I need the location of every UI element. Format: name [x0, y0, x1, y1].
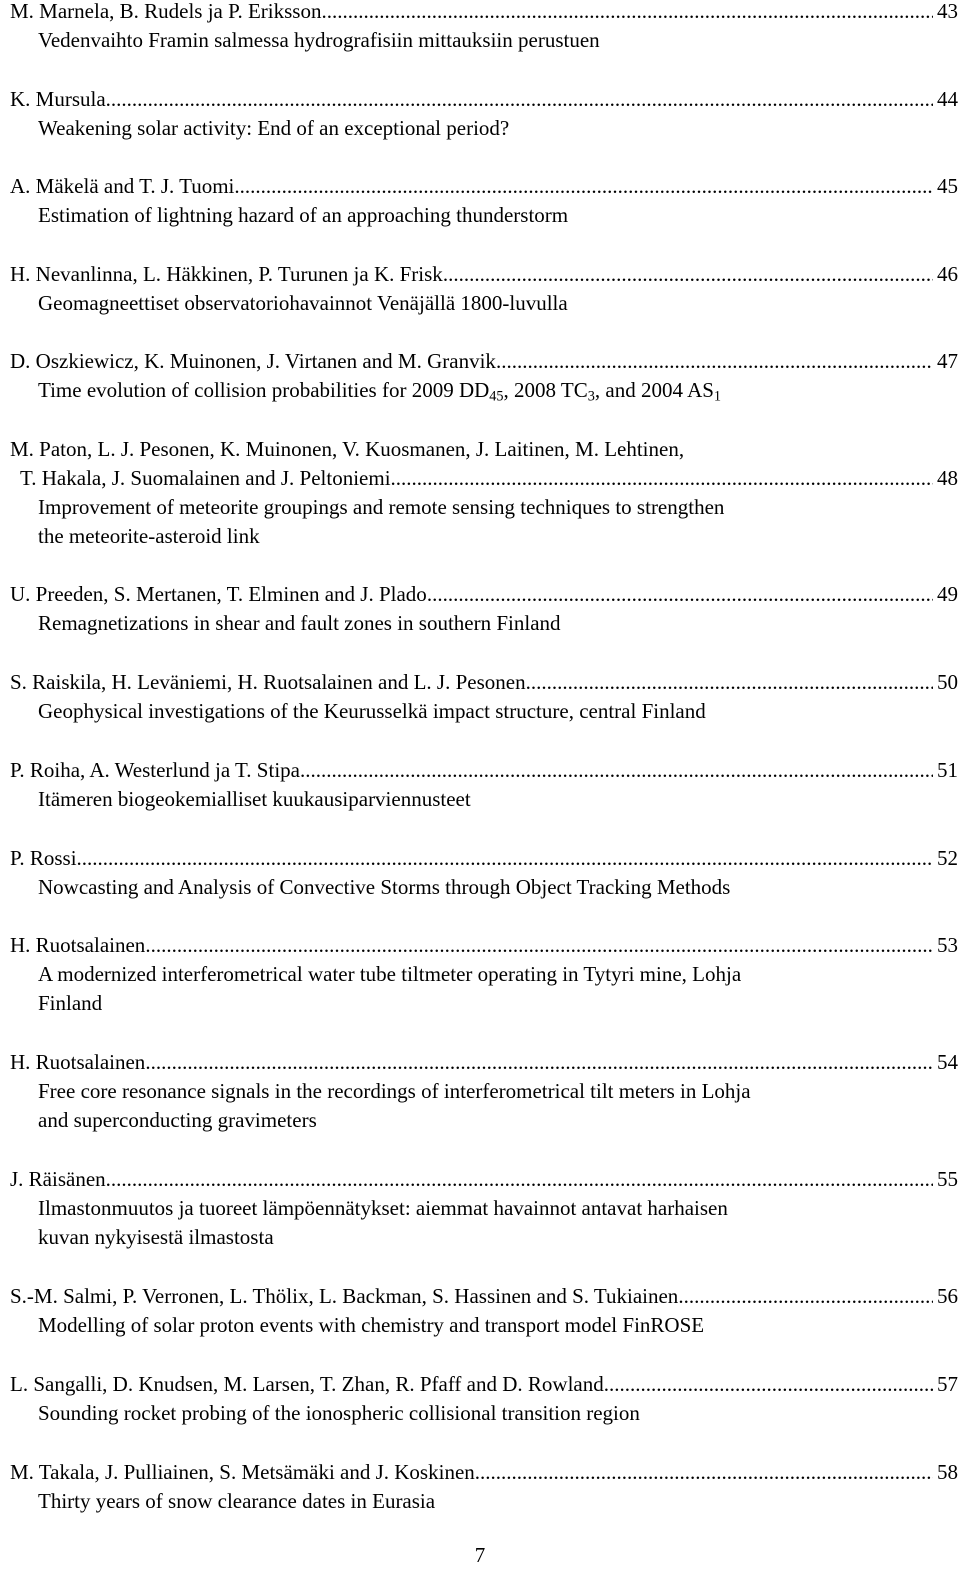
- dot-leader: [391, 464, 933, 493]
- entry-page: 53: [937, 933, 958, 957]
- entry-page: 44: [937, 87, 958, 111]
- toc-entry: [10, 435, 958, 551]
- entry-title-line2: and superconducting gravimeters: [38, 1108, 317, 1132]
- entry-title: Thirty years of snow clearance dates in Eurasia: [38, 1489, 436, 1513]
- toc-entry: [10, 1458, 958, 1516]
- entry-title-line1: A modernized interferometrical water tube tiltmeter operating in Tytyri mine, Lohja: [38, 962, 742, 986]
- dot-leader: [145, 1048, 933, 1077]
- entry-title: Nowcasting and Analysis of Convective Storms through Object Tracking Methods: [38, 875, 731, 899]
- entry-authors: K. Mursula: [10, 87, 106, 111]
- dot-leader: [145, 931, 933, 960]
- dot-leader: [526, 668, 933, 697]
- entry-authors: S.-M. Salmi, P. Verronen, L. Thölix, L. Backman, S. Hassinen and S. Tukiainen: [10, 1284, 679, 1308]
- toc-entry: [10, 347, 958, 405]
- toc-entry: [10, 668, 958, 726]
- entry-title: Geomagneettiset observatoriohavainnot Venäjällä 1800-luvulla: [38, 291, 568, 315]
- toc-entry: [10, 1165, 958, 1252]
- entry-authors: U. Preeden, S. Mertanen, T. Elminen and J. Plado: [10, 582, 427, 606]
- toc-entry: [10, 580, 958, 638]
- entry-authors: H. Nevanlinna, L. Häkkinen, P. Turunen ja K. Frisk: [10, 262, 443, 286]
- entry-page: 50: [937, 670, 958, 694]
- toc-entry: [10, 260, 958, 318]
- entry-title: Itämeren biogeokemialliset kuukausiparviennusteet: [38, 787, 471, 811]
- entry-page: 46: [937, 262, 958, 286]
- entry-title: Geophysical investigations of the Keurusselkä impact structure, central Finland: [38, 699, 706, 723]
- entry-page: 52: [937, 846, 958, 870]
- entry-authors: A. Mäkelä and T. J. Tuomi: [10, 174, 235, 198]
- toc-entry: [10, 85, 958, 143]
- entry-page: 49: [937, 582, 958, 606]
- entry-title: Remagnetizations in shear and fault zones in southern Finland: [38, 611, 561, 635]
- entry-page: 55: [937, 1167, 958, 1191]
- entry-page: 56: [937, 1284, 958, 1308]
- entry-authors: M. Takala, J. Pulliainen, S. Metsämäki and J. Koskinen: [10, 1460, 475, 1484]
- entry-authors: H. Ruotsalainen: [10, 1050, 146, 1074]
- entry-authors: J. Räisänen: [10, 1167, 106, 1191]
- entry-title: Modelling of solar proton events with chemistry and transport model FinROSE: [38, 1313, 705, 1337]
- entry-authors: H. Ruotsalainen: [10, 933, 146, 957]
- entry-authors: L. Sangalli, D. Knudsen, M. Larsen, T. Zhan, R. Pfaff and D. Rowland: [10, 1372, 604, 1396]
- entry-authors: P. Rossi: [10, 846, 77, 870]
- dot-leader: [475, 1458, 933, 1487]
- entry-page: 51: [937, 758, 958, 782]
- toc-entry: [10, 0, 958, 55]
- entry-title-line2: kuvan nykyisestä ilmastosta: [38, 1225, 274, 1249]
- dot-leader: [77, 844, 933, 873]
- dot-leader: [234, 172, 933, 201]
- toc-entry: [10, 172, 958, 230]
- entry-title-line2: Finland: [38, 991, 103, 1015]
- dot-leader: [106, 1165, 933, 1194]
- dot-leader: [427, 580, 933, 609]
- toc-entry: [10, 1370, 958, 1428]
- entry-title-line1: Free core resonance signals in the recordings of interferometrical tilt meters in Lohja: [38, 1079, 751, 1103]
- entry-title-line2: the meteorite-asteroid link: [38, 524, 260, 548]
- entry-page: 57: [937, 1372, 958, 1396]
- entry-page: 45: [937, 174, 958, 198]
- dot-leader: [300, 756, 933, 785]
- entry-title-line1: Improvement of meteorite groupings and remote sensing techniques to strengthen: [38, 495, 725, 519]
- dot-leader: [443, 260, 933, 289]
- toc-entry: [10, 1048, 958, 1135]
- entry-authors: P. Roiha, A. Westerlund ja T. Stipa: [10, 758, 300, 782]
- toc-entry: [10, 1282, 958, 1340]
- entry-page: 58: [937, 1460, 958, 1484]
- toc-entry: [10, 931, 958, 1018]
- page-number: 7: [474, 1543, 486, 1567]
- entry-title-line1: Ilmastonmuutos ja tuoreet lämpöennätykset: aiemmat havainnot antavat harhaisen: [38, 1196, 728, 1220]
- entry-page: 47: [937, 349, 958, 373]
- entry-page: 43: [937, 0, 958, 23]
- dot-leader: [496, 347, 933, 376]
- entry-authors: S. Raiskila, H. Leväniemi, H. Ruotsalainen and L. J. Pesonen: [10, 670, 526, 694]
- dot-leader: [678, 1282, 933, 1311]
- dot-leader: [106, 85, 933, 114]
- dot-leader: [604, 1370, 933, 1399]
- entry-title: Sounding rocket probing of the ionospheric collisional transition region: [38, 1401, 640, 1425]
- entry-title: Weakening solar activity: End of an exceptional period?: [38, 116, 510, 140]
- entry-authors: T. Hakala, J. Suomalainen and J. Peltoniemi: [20, 466, 391, 490]
- entry-title: Vedenvaihto Framin salmessa hydrografisiin mittauksiin perustuen: [38, 28, 600, 52]
- entry-authors-line1: M. Paton, L. J. Pesonen, K. Muinonen, V. Kuosmanen, J. Laitinen, M. Lehtinen,: [10, 437, 685, 461]
- toc-entry: [10, 844, 958, 902]
- entry-authors: D. Oszkiewicz, K. Muinonen, J. Virtanen and M. Granvik: [10, 349, 496, 373]
- entry-page: 48: [937, 466, 958, 490]
- entry-title: Estimation of lightning hazard of an approaching thunderstorm: [38, 203, 569, 227]
- entry-title: Time evolution of collision probabilities for 2009 $DD_{45}$, 2008 $TC_3$, and 2004 $AS_1$: [38, 378, 722, 405]
- dot-leader: [321, 0, 933, 26]
- entry-page: 54: [937, 1050, 958, 1074]
- toc-entry: [10, 756, 958, 814]
- entry-authors: M. Marnela, B. Rudels ja P. Eriksson: [10, 0, 322, 23]
